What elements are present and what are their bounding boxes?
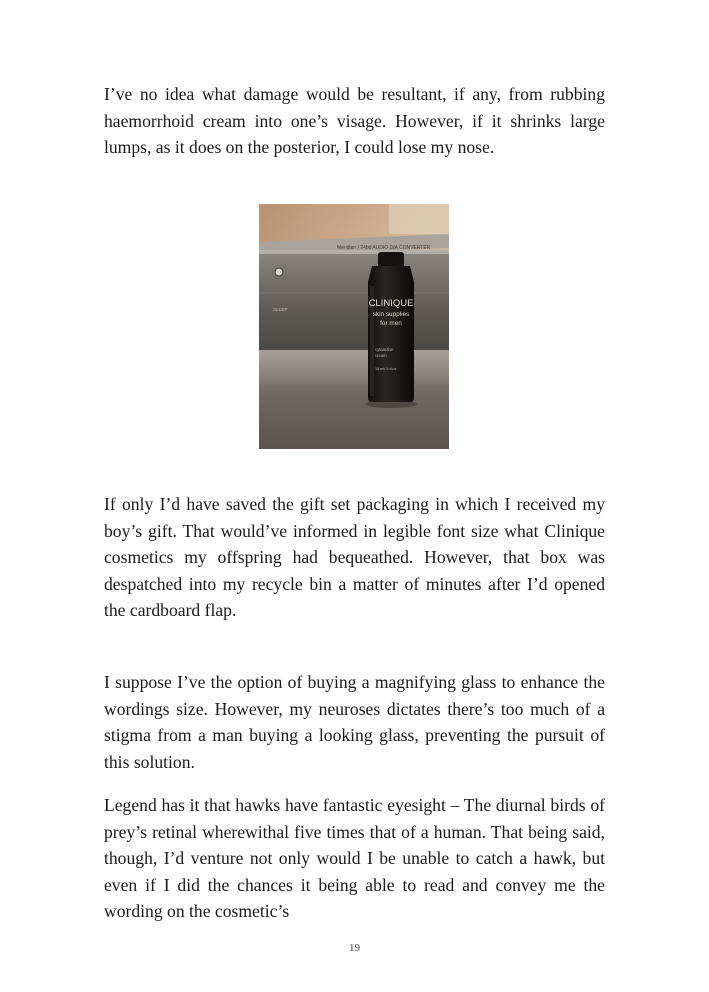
device-face [259,250,449,350]
tube-brand: CLINIQUE [368,298,414,309]
photo-clinique-tube [259,204,449,449]
tube-line-2: for men [380,320,402,327]
device-groove [259,292,449,294]
device-label: Meridian / 24bit AUDIO D/A CONVERTER [337,245,431,251]
tube-small-2: cream [375,353,387,358]
tube-body [368,266,414,402]
page-number: 19 [349,942,360,954]
device-button-label: SLEEP [273,307,288,312]
paragraph-magnifying-glass: I suppose I’ve the option of buying a magnifying glass to enhance the wordings size. However, my neuroses dictates there’s too much of a stigma from a man buying a looking glass, preventing the pursuit of this solution. [104,672,605,772]
tube-shadow [365,400,417,408]
paragraph-gift-packaging: If only I’d have saved the gift set packaging in which I received my boy’s gift. That would’ve informed in legible font size what Clinique cosmetics my offspring had bequeathed. However, that box was despatched into my recycle bin a matter of minutes after I’d opened the cardboard flap. [104,494,605,621]
tube-line-1: skin supplies [372,311,410,318]
paragraph-haemorrhoid-cream: I’ve no idea what damage would be resultant, if any, from rubbing haemorrhoid cream into one’s visage. However, if it shrinks large lumps, as it does on the posterior, I could lose my nose. [104,84,605,158]
tube-small-3: 15 ml/.5 fl.oz [375,367,397,371]
paragraph-hawk-eyesight: Legend has it that hawks have fantastic eyesight – The diurnal birds of prey’s retinal wherewithal five times that of a human. That being said, though, I’d venture not only would I be unable to catch a hawk, but even if I did the chances it being able to read and convey me the wording on the cosmetic’s [104,795,605,922]
table-reflection [259,350,449,390]
photo-illustration [259,204,449,449]
tube-cap [378,252,404,268]
tube-small-1: cytoactive [375,347,394,352]
wall-highlight [389,204,449,234]
device-power-button-icon [275,268,283,276]
